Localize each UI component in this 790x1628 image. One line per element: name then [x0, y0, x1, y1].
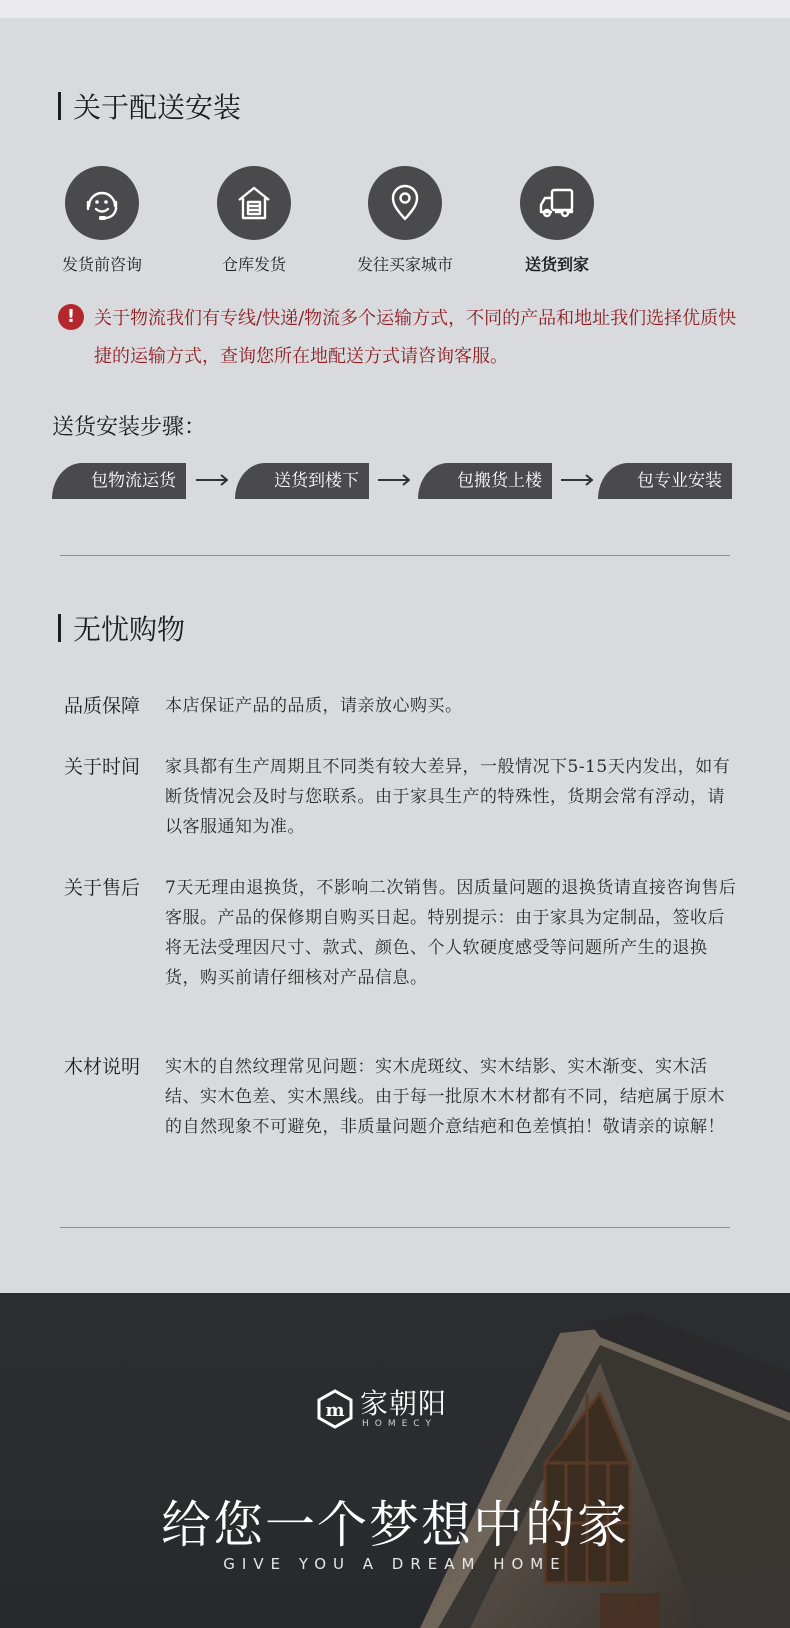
- section-title-worry-free: [58, 608, 185, 648]
- qa-item-after-sales: [64, 873, 740, 993]
- title-bar: [58, 92, 61, 120]
- divider: [60, 555, 730, 556]
- top-strip: [0, 0, 790, 18]
- alert-icon: !: [58, 304, 84, 330]
- qa-item-time: [64, 752, 740, 842]
- brand-logo: [316, 1389, 447, 1429]
- icon-label: 发往买家城市: [356, 255, 453, 274]
- qa-text: 家具都有生产周期且不同类有较大差异，一般情况下5-15天内发出，如有断货情况会及时与您联系。由于家具生产的特殊性，货期会常有浮动，请以客服通知为准。: [165, 757, 731, 837]
- qa-item-wood: [64, 1052, 740, 1142]
- qa-text: 7天无理由退换货，不影响二次销售。因质量问题的退换货请直接咨询售后客服。产品的保修期自购买日起。特别提示：由于家具为定制品，签收后将无法受理因尺寸、款式、颜色、个人软硬度感受等问题所产生的退换货，购买前请仔细核对产品信息。: [165, 878, 737, 988]
- icon-item-destination: [350, 166, 460, 275]
- qa-label: 木材说明: [64, 1056, 141, 1078]
- qa-label: 品质保障: [64, 695, 141, 717]
- steps-title: 送货安装步骤：: [52, 415, 207, 440]
- qa-text: 实木的自然纹理常见问题：实木虎斑纹、实木结影、实木渐变、实木活结、实木色差、实木黑线。由于每一批原木木材都有不同，结疤属于原木的自然现象不可避免，非质量问题介意结疤和色差慎拍！敬请亲的谅解！: [165, 1057, 725, 1137]
- delivery-steps: [52, 463, 732, 499]
- delivery-notice: [58, 300, 738, 376]
- delivery-icons-row: [58, 166, 618, 276]
- section-title-text: 无忧购物: [73, 613, 186, 646]
- icon-label: 发货前咨询: [61, 255, 142, 274]
- slogan: 给您一个梦想中的家: [161, 1496, 629, 1554]
- slogan-en: GIVE YOU A DREAM HOME: [223, 1555, 567, 1573]
- logo-icon: [316, 1389, 354, 1429]
- step-2: 送货到楼下: [235, 463, 369, 499]
- footer-banner: [0, 1293, 790, 1628]
- title-bar: [58, 614, 61, 642]
- divider: [60, 1227, 730, 1228]
- step-1: 包物流运货: [52, 463, 186, 499]
- icon-item-warehouse: [199, 166, 309, 275]
- arrow-icon: [561, 479, 591, 481]
- step-3: 包搬货上楼: [418, 463, 552, 499]
- notice-text: 关于物流我们有专线/快递/物流多个运输方式，不同的产品和地址我们选择优质快捷的运输方式，查询您所在地配送方式请咨询客服。: [94, 308, 737, 367]
- qa-label: 关于时间: [64, 756, 141, 778]
- location-pin-icon: [368, 166, 442, 240]
- svg-text:m: m: [325, 1400, 345, 1421]
- arrow-icon: [378, 479, 408, 481]
- arrow-icon: [196, 479, 226, 481]
- headset-icon: [65, 166, 139, 240]
- icon-label: 送货到家: [524, 255, 589, 274]
- section-title-text: 关于配送安装: [73, 91, 242, 124]
- logo-en: HOMECY: [362, 1419, 437, 1429]
- step-4: 包专业安装: [598, 463, 732, 499]
- truck-icon: [520, 166, 594, 240]
- icon-item-home-delivery: [502, 166, 612, 275]
- warehouse-icon: [217, 166, 291, 240]
- house-illustration: [0, 1293, 790, 1628]
- icon-label: 仓库发货: [221, 255, 286, 274]
- section-title-delivery: [58, 86, 241, 126]
- qa-label: 关于售后: [64, 877, 141, 899]
- logo-text: [360, 1389, 447, 1429]
- icon-item-consult: [47, 166, 157, 275]
- qa-item-quality: [64, 691, 740, 721]
- qa-text: 本店保证产品的品质，请亲放心购买。: [165, 696, 463, 716]
- logo-cn: 家朝阳: [360, 1387, 448, 1420]
